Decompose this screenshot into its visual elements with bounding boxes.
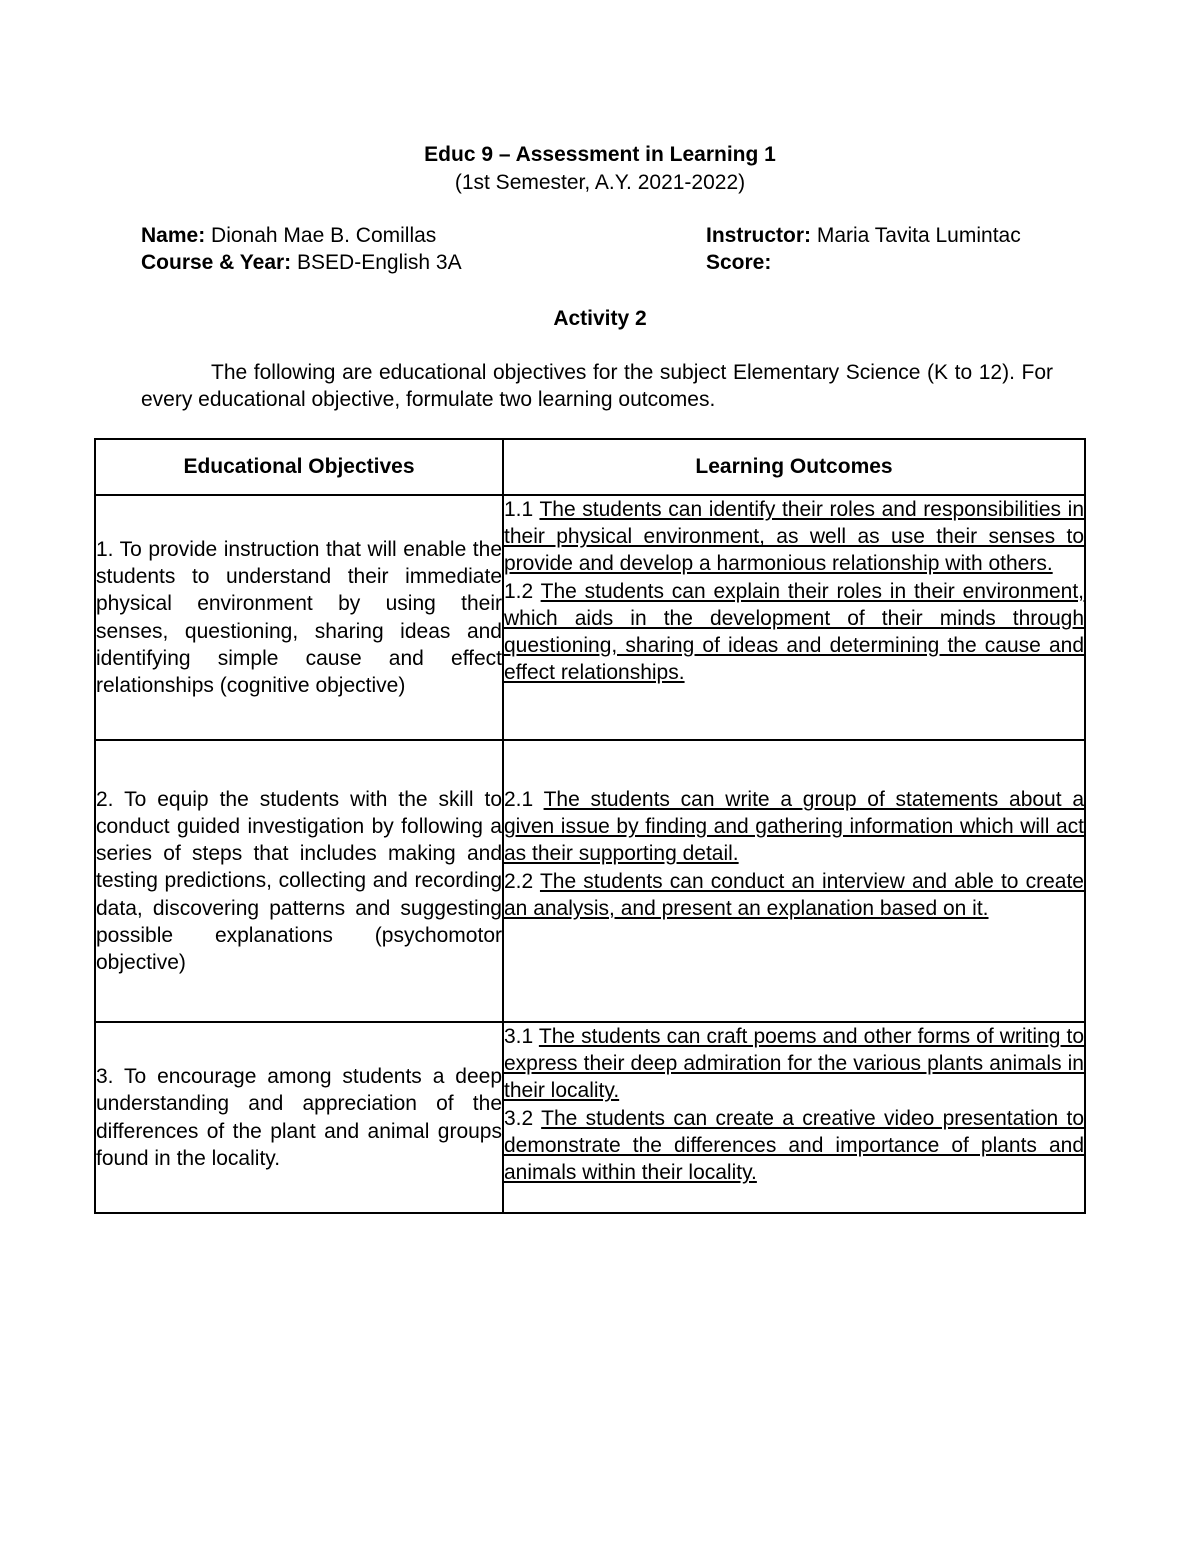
course-year-line — [141, 251, 462, 275]
name-value: Dionah Mae B. Comillas — [205, 224, 437, 247]
outcome-number: 3.1 — [504, 1025, 539, 1048]
table-row — [95, 740, 1085, 1022]
outcome-text: The students can craft poems and other forms of writing to express their deep admiration for the various plants animals in their locality. — [504, 1025, 1084, 1103]
outcome-item — [504, 1023, 1084, 1105]
table-header-row — [95, 439, 1085, 495]
outcomes-cell — [503, 740, 1085, 1022]
outcome-text: The students can write a group of statements about a given issue by finding and gathering information which will act as their supporting detail. — [504, 788, 1084, 866]
course-label: Course & Year: — [141, 251, 292, 274]
score-line — [706, 251, 771, 275]
outcomes-cell — [503, 495, 1085, 740]
outcome-item — [504, 786, 1084, 868]
objective-cell: 1. To provide instruction that will enable the students to understand their immediate physical environment by using their senses, questioning, sharing ideas and identifying simple cause and effect relationships (cognitive objective) — [95, 495, 503, 740]
outcome-number: 2.1 — [504, 788, 544, 811]
outcome-item — [504, 868, 1084, 922]
outcomes-cell — [503, 1022, 1085, 1213]
instructor-line — [706, 224, 1021, 248]
course-value: BSED-English 3A — [291, 251, 462, 274]
outcome-text: The students can identify their roles and responsibilities in their physical environment, as well as use their senses to provide and develop a harmonious relationship with others. — [504, 498, 1084, 576]
instructor-label: Instructor: — [706, 224, 811, 247]
outcome-text: The students can explain their roles in their environment, which aids in the development of their minds through questioning, sharing of ideas and determining the cause and effect relationships. — [504, 579, 1084, 685]
activity-title: Activity 2 — [553, 307, 647, 330]
table-row — [95, 1022, 1085, 1213]
outcome-number: 3.2 — [504, 1106, 542, 1130]
name-label: Name: — [141, 224, 206, 247]
student-name-line — [141, 224, 436, 248]
objectives-table — [94, 438, 1086, 1214]
header-educational-objectives: Educational Objectives — [95, 439, 503, 495]
objective-cell: 2. To equip the students with the skill to conduct guided investigation by following a series of steps that includes making and testing predictions, collecting and recording data, discovering patterns and suggesting possible explanations (psychomotor objective) — [95, 740, 503, 1022]
outcome-item — [504, 1105, 1084, 1187]
header-learning-outcomes: Learning Outcomes — [503, 439, 1085, 495]
outcome-number: 2.2 — [504, 869, 540, 893]
document-title: Educ 9 – Assessment in Learning 1 — [424, 143, 776, 166]
outcome-text: The students can create a creative video presentation to demonstrate the differences and importance of plants and animals within their locality. — [504, 1106, 1084, 1185]
outcome-item — [504, 578, 1084, 687]
outcome-number: 1.1 — [504, 498, 540, 521]
score-label: Score: — [706, 251, 772, 274]
outcome-item — [504, 496, 1084, 578]
table-row — [95, 495, 1085, 740]
activity-instructions: The following are educational objectives for the subject Elementary Science (K to 12). For every educational objective, formulate two learning outcomes. — [141, 361, 1053, 411]
outcome-text: The students can conduct an interview and able to create an analysis, and present an explanation based on it. — [504, 869, 1084, 920]
outcome-number: 1.2 — [504, 579, 541, 603]
instructor-value: Maria Tavita Lumintac — [811, 224, 1021, 247]
document-subtitle: (1st Semester, A.Y. 2021-2022) — [454, 171, 746, 194]
objective-cell: 3. To encourage among students a deep understanding and appreciation of the differences of the plant and animal groups found in the locality. — [95, 1022, 503, 1213]
